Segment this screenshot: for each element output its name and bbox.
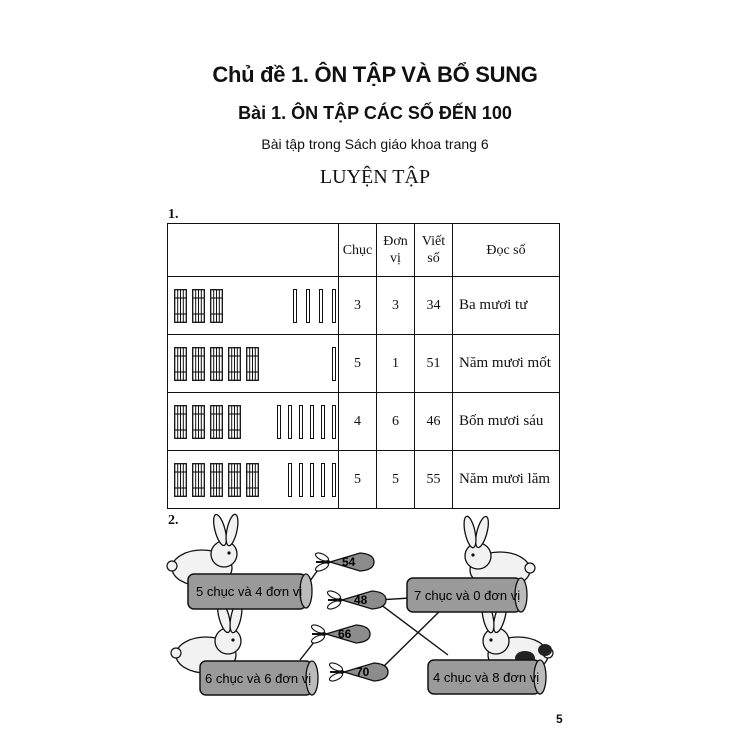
tens-cell: 5 [339,335,377,393]
units-cell: 6 [377,393,415,451]
header-units: Đơn vị [377,224,415,277]
rabbit-illustration [462,515,535,588]
exercise-2-number: 2. [168,513,179,528]
units-cell: 5 [377,451,415,509]
log-bottom-right[interactable] [428,660,546,694]
reading-cell: Ba mươi tư [453,277,560,335]
reading-cell: Năm mươi mốt [453,335,560,393]
tens-cell: 4 [339,393,377,451]
header-reading: Đọc số [453,224,560,277]
carrot-70[interactable] [328,661,388,682]
practice-heading: LUYỆN TẬP [319,166,431,188]
page-number: 5 [556,712,563,726]
header-written: Viết số [415,224,453,277]
written-cell: 34 [415,277,453,335]
reading-cell: Năm mươi lăm [453,451,560,509]
subtitle: Bài tập trong Sách giáo khoa trang 6 [261,136,489,152]
written-cell: 51 [415,335,453,393]
units-cell: 1 [377,335,415,393]
carrot-label: 66 [338,627,352,641]
written-cell: 46 [415,393,453,451]
carrot-54[interactable] [314,551,374,572]
tens-cell: 5 [339,451,377,509]
log-top-left[interactable] [188,574,312,609]
log-label: 6 chục và 6 đơn vị [205,671,312,686]
log-label: 4 chục và 8 đơn vị [433,670,540,685]
log-bottom-left[interactable] [200,661,318,695]
carrot-48[interactable] [326,589,386,610]
exercise-1-number: 1. [168,207,179,222]
carrot-label: 54 [342,555,356,569]
carrot-label: 48 [354,593,368,607]
lesson-title: Bài 1. ÔN TẬP CÁC SỐ ĐẾN 100 [238,103,512,123]
log-label: 7 chục và 0 đơn vị [414,588,521,603]
log-label: 5 chục và 4 đơn vị [196,584,303,599]
carrot-66[interactable] [310,623,370,644]
header-tens: Chục [339,224,377,277]
topic-title: Chủ đề 1. ÔN TẬP VÀ BỔ SUNG [212,62,538,87]
reading-cell: Bốn mươi sáu [453,393,560,451]
written-cell: 55 [415,451,453,509]
log-top-right[interactable] [407,578,527,612]
carrot-label: 70 [356,665,370,679]
tens-cell: 3 [339,277,377,335]
units-cell: 3 [377,277,415,335]
